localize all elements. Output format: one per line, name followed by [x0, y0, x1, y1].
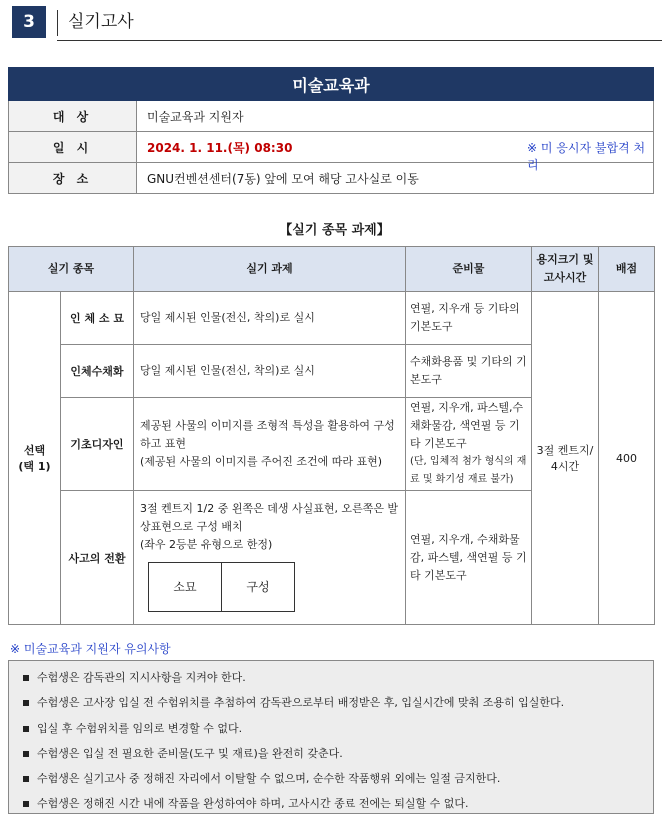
subject-prep-sub: (단, 입체적 첨가 형식의 재료 및 화기성 재료 불가): [410, 456, 527, 485]
note-item: [23, 690, 653, 715]
subject-prep-main: 연필, 지우개, 파스텔,수채화물감, 색연필 등 기타 기본도구: [410, 401, 524, 450]
absence-note: ※ 미 응시자 불합격 처리: [527, 140, 646, 172]
notes-list: [9, 661, 653, 817]
bullet-square-icon: [23, 726, 29, 732]
select-cell: [9, 292, 61, 625]
subject-task: 당일 제시된 인물(전신, 착의)로 실시: [134, 292, 406, 345]
size-time-cell: [532, 292, 599, 625]
bullet-square-icon: [23, 751, 29, 757]
header-size-time-line1: 용지크기 및: [536, 253, 594, 266]
note-text: 수험생은 감독관의 지시사항을 지켜야 한다.: [37, 671, 246, 684]
exam-table: [8, 246, 655, 625]
subject-prep: 연필, 지우개 등 기타의 기본도구: [406, 292, 532, 345]
exam-row-figure-drawing: [9, 292, 655, 345]
note-item: [23, 791, 653, 816]
bullet-square-icon: [23, 700, 29, 706]
select-label: 선택: [23, 444, 46, 457]
label-target: 대 상: [9, 101, 137, 132]
note-item: [23, 716, 653, 741]
note-text: 수험생은 고사장 입실 전 수험위치를 추첨하여 감독관으로부터 배정받은 후, 입실시간에 맞춰 조용히 입실한다.: [37, 696, 565, 710]
subject-prep: 연필, 지우개, 수채화물감, 파스텔, 색연필 등 기타 기본도구: [406, 491, 532, 625]
label-place: 장 소: [9, 163, 137, 194]
layout-left: 소묘: [149, 562, 222, 611]
bullet-square-icon: [23, 776, 29, 782]
notes-title: ※ 미술교육과 지원자 유의사항: [10, 642, 171, 656]
score-cell: 400: [599, 292, 655, 625]
info-table: [8, 67, 654, 194]
note-item: [23, 766, 653, 791]
layout-diagram: [148, 562, 295, 612]
section-divider: [57, 10, 58, 36]
info-row-datetime: [9, 132, 654, 163]
exam-header-row: [9, 247, 655, 292]
header-prep: 준비물: [406, 247, 532, 292]
dept-title: 미술교육과: [9, 68, 654, 101]
value-target: 미술교육과 지원자: [137, 101, 654, 132]
section-number: 3: [12, 6, 46, 38]
note-item: [23, 665, 653, 690]
note-item: [23, 741, 653, 766]
size-time-line1: 3절 켄트지/: [536, 444, 594, 457]
section-underline: [57, 40, 662, 41]
section-title: 실기고사: [68, 12, 134, 32]
subject-task: 당일 제시된 인물(전신, 착의)로 실시: [134, 345, 406, 398]
label-datetime: 일 시: [9, 132, 137, 163]
header-size-time: [532, 247, 599, 292]
subject-task-sub: (제공된 사물의 이미지를 주어진 조건에 따라 표현): [140, 455, 383, 468]
info-row-target: [9, 101, 654, 132]
exam-datetime: 2024. 1. 11.(목) 08:30: [147, 140, 293, 155]
subject-name: 인체수채화: [61, 345, 134, 398]
subject-name: 기초디자인: [61, 398, 134, 491]
bullet-square-icon: [23, 675, 29, 681]
header-score: 배점: [599, 247, 655, 292]
exam-subtitle: 【실기 종목 과제】: [279, 223, 390, 238]
value-place: GNU컨벤션센터(7동) 앞에 모여 해당 고사실로 이동: [137, 163, 654, 194]
subject-task-sub: (좌우 2등분 유형으로 한정): [140, 537, 273, 551]
note-text: 수험생은 입실 전 필요한 준비물(도구 및 재료)을 완전히 갖춘다.: [37, 746, 343, 760]
subject-prep-cell: [406, 398, 532, 491]
notes-box: [8, 660, 654, 814]
subject-name: 사고의 전환: [61, 491, 134, 625]
subject-prep: 수채화용품 및 기타의 기본도구: [406, 345, 532, 398]
bullet-square-icon: [23, 801, 29, 807]
section-header: [12, 6, 662, 38]
note-text: 입실 후 수험위치를 임의로 변경할 수 없다.: [37, 721, 243, 735]
subject-name: 인 체 소 묘: [61, 292, 134, 345]
subject-task-cell: [134, 398, 406, 491]
value-datetime-cell: [137, 132, 654, 172]
subject-task-main: 3절 켄트지 1/2 중 왼쪽은 데생 사실표현, 오른쪽은 발상표현으로 구성 배치: [140, 501, 399, 533]
header-size-time-line2: 고사시간: [543, 271, 587, 284]
layout-right: 구성: [222, 562, 295, 611]
subject-task-cell: [134, 491, 406, 625]
select-count: (택 1): [18, 460, 51, 473]
subject-task-main: 제공된 사물의 이미지를 조형적 특성을 활용하여 구성하고 표현: [140, 419, 395, 450]
header-category: 실기 종목: [9, 247, 134, 292]
size-time-line2: 4시간: [550, 460, 580, 473]
note-text: 수험생은 실기고사 중 정해진 자리에서 이탈할 수 없으며, 순수한 작품행위 외에는 일절 금지한다.: [37, 772, 501, 786]
header-task: 실기 과제: [134, 247, 406, 292]
note-text: 수험생은 정해진 시간 내에 작품을 완성하여야 하며, 고사시간 종료 전에는 퇴실할 수 없다.: [37, 797, 469, 811]
